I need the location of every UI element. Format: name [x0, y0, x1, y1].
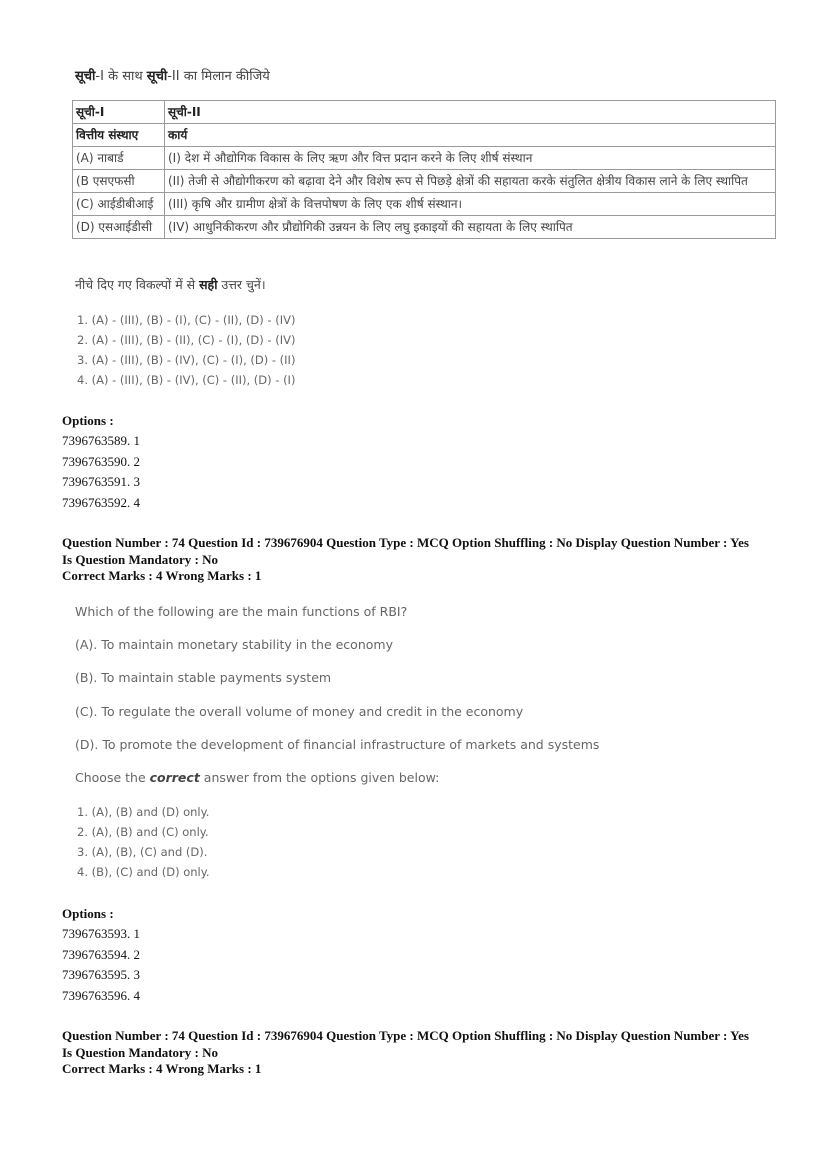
table-cell: कार्य — [165, 124, 776, 147]
table-header-row — [73, 101, 776, 124]
options-heading: Options : — [62, 906, 114, 921]
table-cell: सूची-II — [165, 101, 776, 124]
list-item: 7396763595. 3 — [62, 967, 140, 982]
list-item: 7396763589. 1 — [62, 433, 140, 448]
table-cell: (D) एसआईडीसी — [73, 216, 165, 239]
table-row — [73, 170, 776, 193]
list-item: 7396763596. 4 — [62, 987, 140, 1003]
list-item: 4. (B), (C) and (D) only. — [77, 865, 210, 879]
list-item: 2. (A), (B) and (C) only. — [77, 825, 209, 839]
table-cell: वित्तीय संस्थाए — [73, 124, 165, 147]
list-item: 3. (A) - (III), (B) - (IV), (C) - (I), (D) - (II) — [77, 353, 296, 367]
matching-table — [72, 100, 776, 239]
match-choice-list — [77, 310, 295, 390]
table-cell: (C) आईडीबीआई — [73, 193, 165, 216]
table-row — [73, 216, 776, 239]
question-text: Which of the following are the main functions of RBI? — [75, 604, 408, 619]
statement: (C). To regulate the overall volume of money and credit in the economy — [75, 704, 524, 719]
statement: (D). To promote the development of financial infrastructure of markets and systems — [75, 737, 600, 752]
list-item: 3. (A), (B), (C) and (D). — [77, 845, 208, 859]
list-item: 7396763592. 4 — [62, 494, 140, 510]
table-row — [73, 193, 776, 216]
statement: (B). To maintain stable payments system — [75, 670, 332, 685]
answer-choice-list — [77, 802, 210, 882]
table-cell: (IV) आधुनिकीकरण और प्रौद्योगिकी उन्नयन के लिए लघु इकाइयों की सहायता के लिए स्थापित — [165, 216, 776, 239]
table-cell: (I) देश में औद्योगिक विकास के लिए ऋण और वित्त प्रदान करने के लिए शीर्ष संस्थान — [165, 147, 776, 170]
question-instruction: Choose the correct answer from the options given below: — [75, 770, 440, 785]
list-item: 7396763594. 2 — [62, 946, 140, 962]
list-item: 4. (A) - (III), (B) - (IV), (C) - (II), (D) - (I) — [77, 373, 296, 387]
table-cell: (A) नाबार्ड — [73, 147, 165, 170]
list-item: 1. (A) - (III), (B) - (I), (C) - (II), (D) - (IV) — [77, 313, 296, 327]
list-item: 7396763593. 1 — [62, 926, 140, 941]
table-cell: (B एसएफसी — [73, 170, 165, 193]
table-cell: (III) कृषि और ग्रामीण क्षेत्रों के वित्तपोषण के लिए एक शीर्ष संस्थान। — [165, 193, 776, 216]
match-instruction: नीचे दिए गए विकल्पों में से सही उत्तर चुनें। — [75, 277, 266, 292]
statement: (A). To maintain monetary stability in the economy — [75, 637, 393, 652]
question-metadata: Question Number : 74 Question Id : 739676904 Question Type : MCQ Option Shuffling : No Display Question Number : Yes Is Question Mandatory : No Correct Marks : 4 Wrong Marks : 1 — [62, 1028, 749, 1076]
option-id-list — [62, 924, 140, 1006]
match-question-title: सूची-I के साथ सूची-II का मिलान कीजिये — [75, 69, 270, 84]
list-item: 2. (A) - (III), (B) - (II), (C) - (I), (D) - (IV) — [77, 333, 296, 347]
list-item: 7396763590. 2 — [62, 453, 140, 469]
table-row — [73, 147, 776, 170]
table-cell: सूची-I — [73, 101, 165, 124]
list-item: 1. (A), (B) and (D) only. — [77, 805, 210, 819]
options-heading: Options : — [62, 413, 114, 428]
table-cell: (II) तेजी से औद्योगीकरण को बढ़ावा देने और विशेष रूप से पिछड़े क्षेत्रों की सहायता करके संतुलित क्षेत्रीय विकास लाने के लिए स्थापित — [165, 170, 776, 193]
table-subheader-row — [73, 124, 776, 147]
list-item: 7396763591. 3 — [62, 474, 140, 489]
question-metadata: Question Number : 74 Question Id : 739676904 Question Type : MCQ Option Shuffling : No Display Question Number : Yes Is Question Mandatory : No Correct Marks : 4 Wrong Marks : 1 — [62, 535, 749, 583]
option-id-list — [62, 431, 140, 513]
